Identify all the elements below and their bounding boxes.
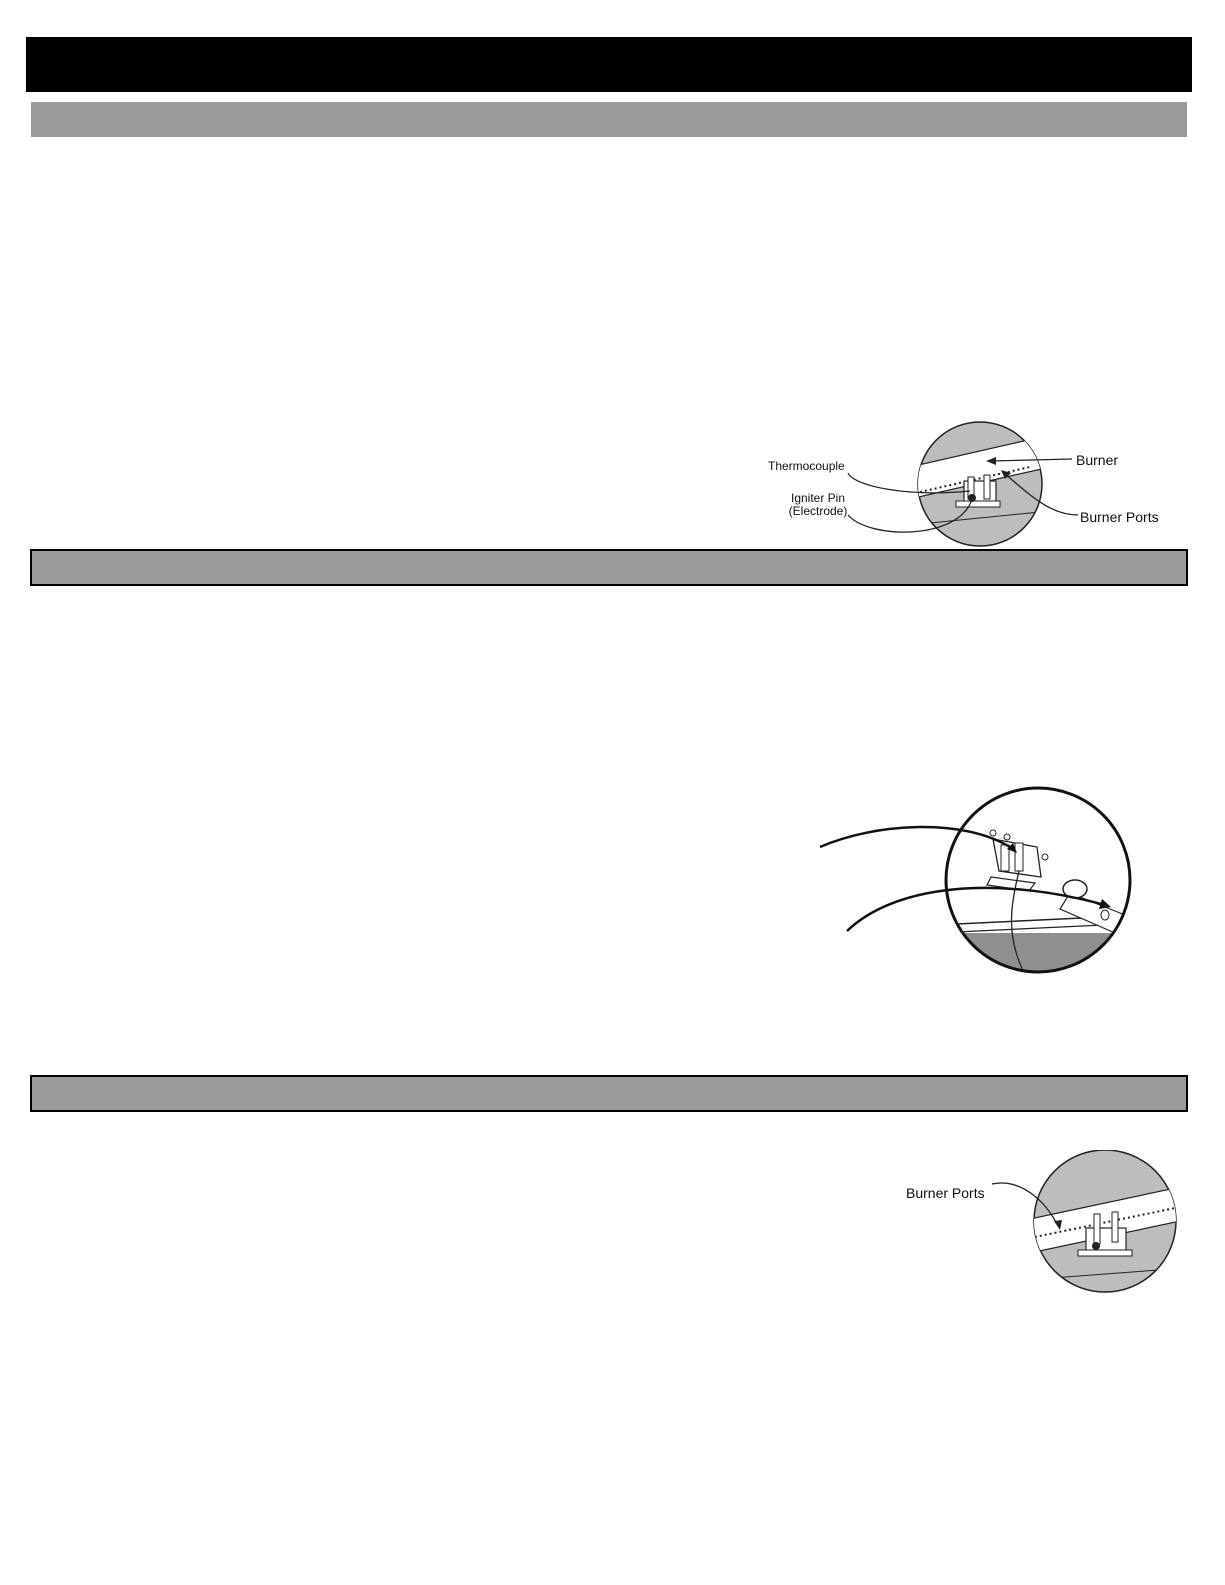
igniter-closeup-figure bbox=[815, 785, 1140, 980]
electrode-label: (Electrode) bbox=[788, 504, 848, 518]
header-bar bbox=[26, 37, 1192, 92]
igniter-pin-label: Igniter Pin bbox=[790, 491, 846, 505]
burner-ports-illustration bbox=[900, 1150, 1185, 1300]
burner-ports-label: Burner Ports bbox=[1080, 509, 1159, 525]
burner-diagram-figure bbox=[760, 415, 1180, 550]
burner-label: Burner bbox=[1076, 452, 1119, 468]
igniter-closeup-illustration bbox=[815, 785, 1140, 980]
thermocouple-label: Thermocouple bbox=[768, 459, 845, 473]
burner-ports-label: Burner Ports bbox=[906, 1185, 985, 1201]
burner-diagram-illustration bbox=[760, 415, 1180, 550]
section-header-band-3 bbox=[30, 1075, 1188, 1112]
section-header-band-1 bbox=[31, 102, 1187, 137]
burner-ports-figure bbox=[900, 1150, 1185, 1300]
section-header-band-2 bbox=[30, 549, 1188, 586]
